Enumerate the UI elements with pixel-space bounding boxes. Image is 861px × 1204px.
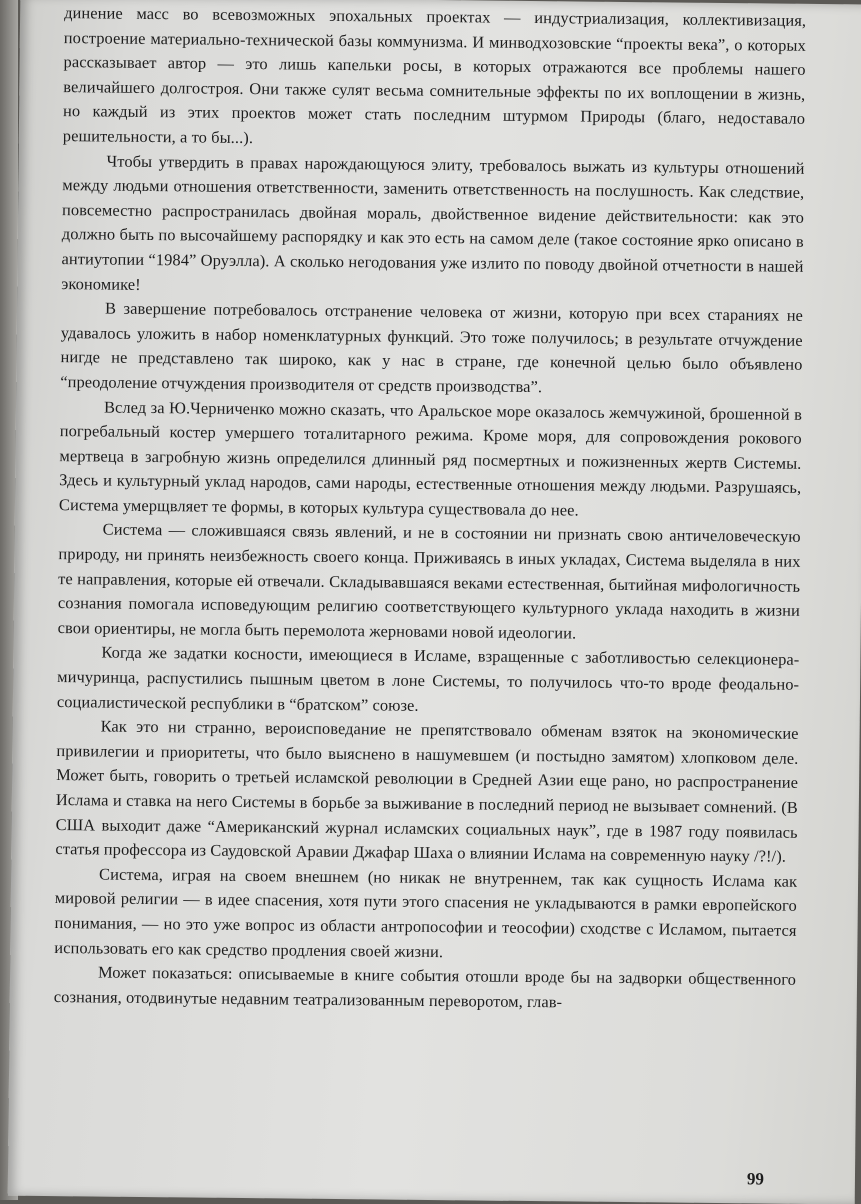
page-number: 99 xyxy=(746,1169,765,1189)
paragraph: Система — сложившаяся связь явлений, и не в состоянии ни признать свою античеловеческую природу, ни принять неизбежность своего конца. Приживаясь в иных укладах, Система выделяла в них те направления, которые ей отвечали. Складывавшаяся веками естественная, бытийная мифологичность сознания помогала исповедующим религию соответствующего культурного уклада находить в жизни свои ориентиры, не могла быть перемолота жерновами новой идеологии. xyxy=(57,519,801,643)
paragraph: Чтобы утвердить в правах нарождающуюся элиту, требовалось выжать из культуры отношений между людьми отношения ответственности, заменить ответственность на послушность. Как следствие, повсеместно распространилась двойная мораль, двойственное видение действительности: как это должно быть по высочайшему распорядку и как это есть на самом деле (такое состояние ярко описано в антиутопии “1984” Оруэлла). А сколько негодования уже излито по поводу двойной отчетности в нашей экономике! xyxy=(61,151,805,294)
paragraph: Как это ни странно, вероисповедание не препятствовало обменам взяток на экономические привилегии и приоритеты, что было выяснено в нашумевшем (и постыдно замятом) хлопковом деле. Может быть, говорить о третьей исламской революции в Средней Азии еще рано, но распространение Ислама и ставка на него Системы в борьбе за выживание в последний период не вызывает сомнений. (В США выходит даже “Американский журнал исламских социальных наук”, где в 1987 году появилась статья профессора из Саудовской Аравии Джафар Шаха о влиянии Ислама на современную науку /?!/). xyxy=(55,716,799,866)
paragraph: Когда же задатки косности, имеющиеся в Исламе, взращенные с заботливостью селекционера-мичуринца, распустились пышным цветом в лоне Системы, то получилось что-то вроде феодально-социалистической республики в “братском” союзе. xyxy=(56,642,800,715)
paragraph: динение масс во всевозможных эпохальных проектах — индустриализация, коллективизация, построение материально-технической базы коммунизма. И минводхозовские “проекты века”, о которых рассказывает автор — это лишь капельки росы, в которых отражаются все проблемы нашего величайшего долгостроя. Они также сулят весьма сомнительные эффекты по их воплощении в жизнь, но каждый из этих проектов может стать последним штурмом Природы (благо, недоставало решительности, а то бы...). xyxy=(62,3,807,148)
paragraph: Может показаться: описываемые в книге события отошли вроде бы на задворки общественного сознания, отодвинутые недавним театрализованным переворотом, глав- xyxy=(53,962,797,1012)
paragraph: Вслед за Ю.Черниченко можно сказать, что Аральское море оказалось жемчужиной, брошенной в погребальный костер умершего тоталитарного режима. Кроме моря, для сопровождения рокового мертвеца в загробную жизнь определился длинный ряд посмертных и пожизненных жертв Системы. Здесь и культурный уклад народов, сами народы, естественные отношения между людьми. Разрушаясь, Система умерщвляет те формы, в которых культура существовала до нее. xyxy=(58,397,803,520)
paragraph: В завершение потребовалось отстранение человека от жизни, которую при всех стараниях не удавалось уложить в набор номенклатурных функций. Это тоже получилось; в результате отчуждение нигде не представлено так широко, как у нас в стране, где конечной целью было объявлено “преодоление отчуждения производителя от средств производства”. xyxy=(60,298,804,397)
paragraph: Система, играя на своем внешнем (но никак не внутреннем, так как сущность Ислама как мировой религии — в идее спасения, хотя пути этого спасения не укладываются в рамки европейского понимания, — но это уже вопрос из области антропософии и теософии) сходстве с Исламом, пытается использовать его как средство продления своей жизни. xyxy=(54,864,798,961)
body-text xyxy=(54,1,807,1017)
book-page xyxy=(8,0,861,1204)
